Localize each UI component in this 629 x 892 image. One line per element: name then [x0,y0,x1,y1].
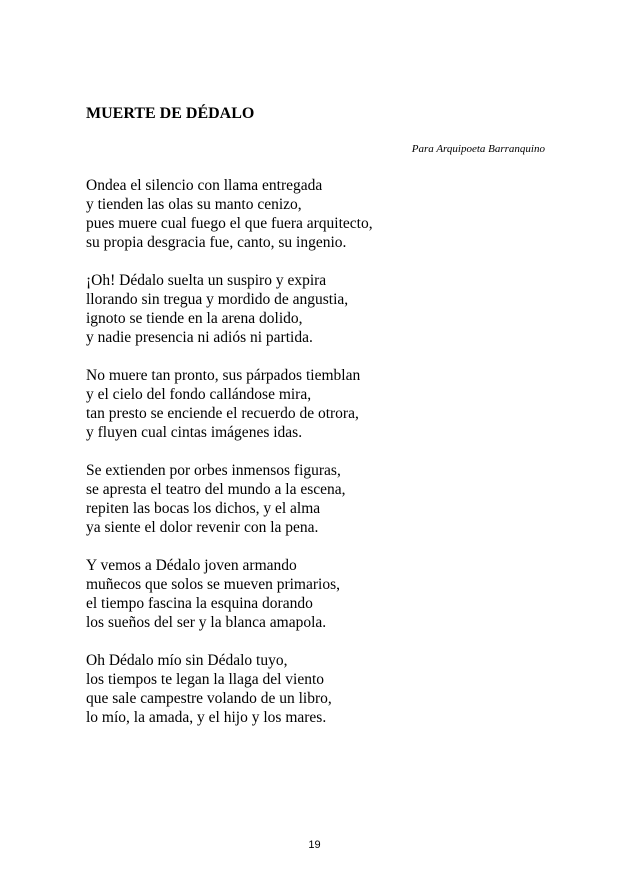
poem-title: MUERTE DE DÉDALO [86,105,255,122]
poem-line: ignoto se tiende en la arena dolido, [86,310,303,327]
poem-line: No muere tan pronto, sus párpados tiemblan [86,367,361,384]
poem-line: Oh Dédalo mío sin Dédalo tuyo, [86,652,288,669]
poem-line: Y vemos a Dédalo joven armando [86,557,297,574]
stanza [86,651,546,727]
poem-line: y fluyen cual cintas imágenes idas. [86,424,303,441]
poem-line: que sale campestre volando de un libro, [86,690,332,707]
poem-line: muñecos que solos se mueven primarios, [86,576,340,593]
poem-line: se apresta el teatro del mundo a la escena, [86,481,346,498]
stanza [86,366,546,442]
poem-body [86,176,546,746]
stanza [86,556,546,632]
poem-line: su propia desgracia fue, canto, su ingenio. [86,234,347,251]
stanza [86,271,546,347]
poem-line: Se extienden por orbes inmensos figuras, [86,462,341,479]
poem-line: Ondea el silencio con llama entregada [86,177,323,194]
poem-dedication: Para Arquipoeta Barranquino [411,143,545,155]
poem-line: pues muere cual fuego el que fuera arquitecto, [86,215,373,232]
poem-line: lo mío, la amada, y el hijo y los mares. [86,709,327,726]
stanza [86,176,546,252]
poem-line: repiten las bocas los dichos, y el alma [86,500,321,517]
page-number: 19 [308,839,321,851]
poem-line: ¡Oh! Dédalo suelta un suspiro y expira [86,272,327,289]
poem-line: ya siente el dolor revenir con la pena. [86,519,319,536]
stanza [86,461,546,537]
poem-line: y nadie presencia ni adiós ni partida. [86,329,313,346]
poem-line: tan presto se enciende el recuerdo de otrora, [86,405,359,422]
poem-line: y el cielo del fondo callándose mira, [86,386,312,403]
poem-line: y tienden las olas su manto cenizo, [86,196,302,213]
poem-line: llorando sin tregua y mordido de angustia, [86,291,349,308]
poem-line: el tiempo fascina la esquina dorando [86,595,313,612]
poem-line: los sueños del ser y la blanca amapola. [86,614,327,631]
poem-line: los tiempos te legan la llaga del viento [86,671,325,688]
